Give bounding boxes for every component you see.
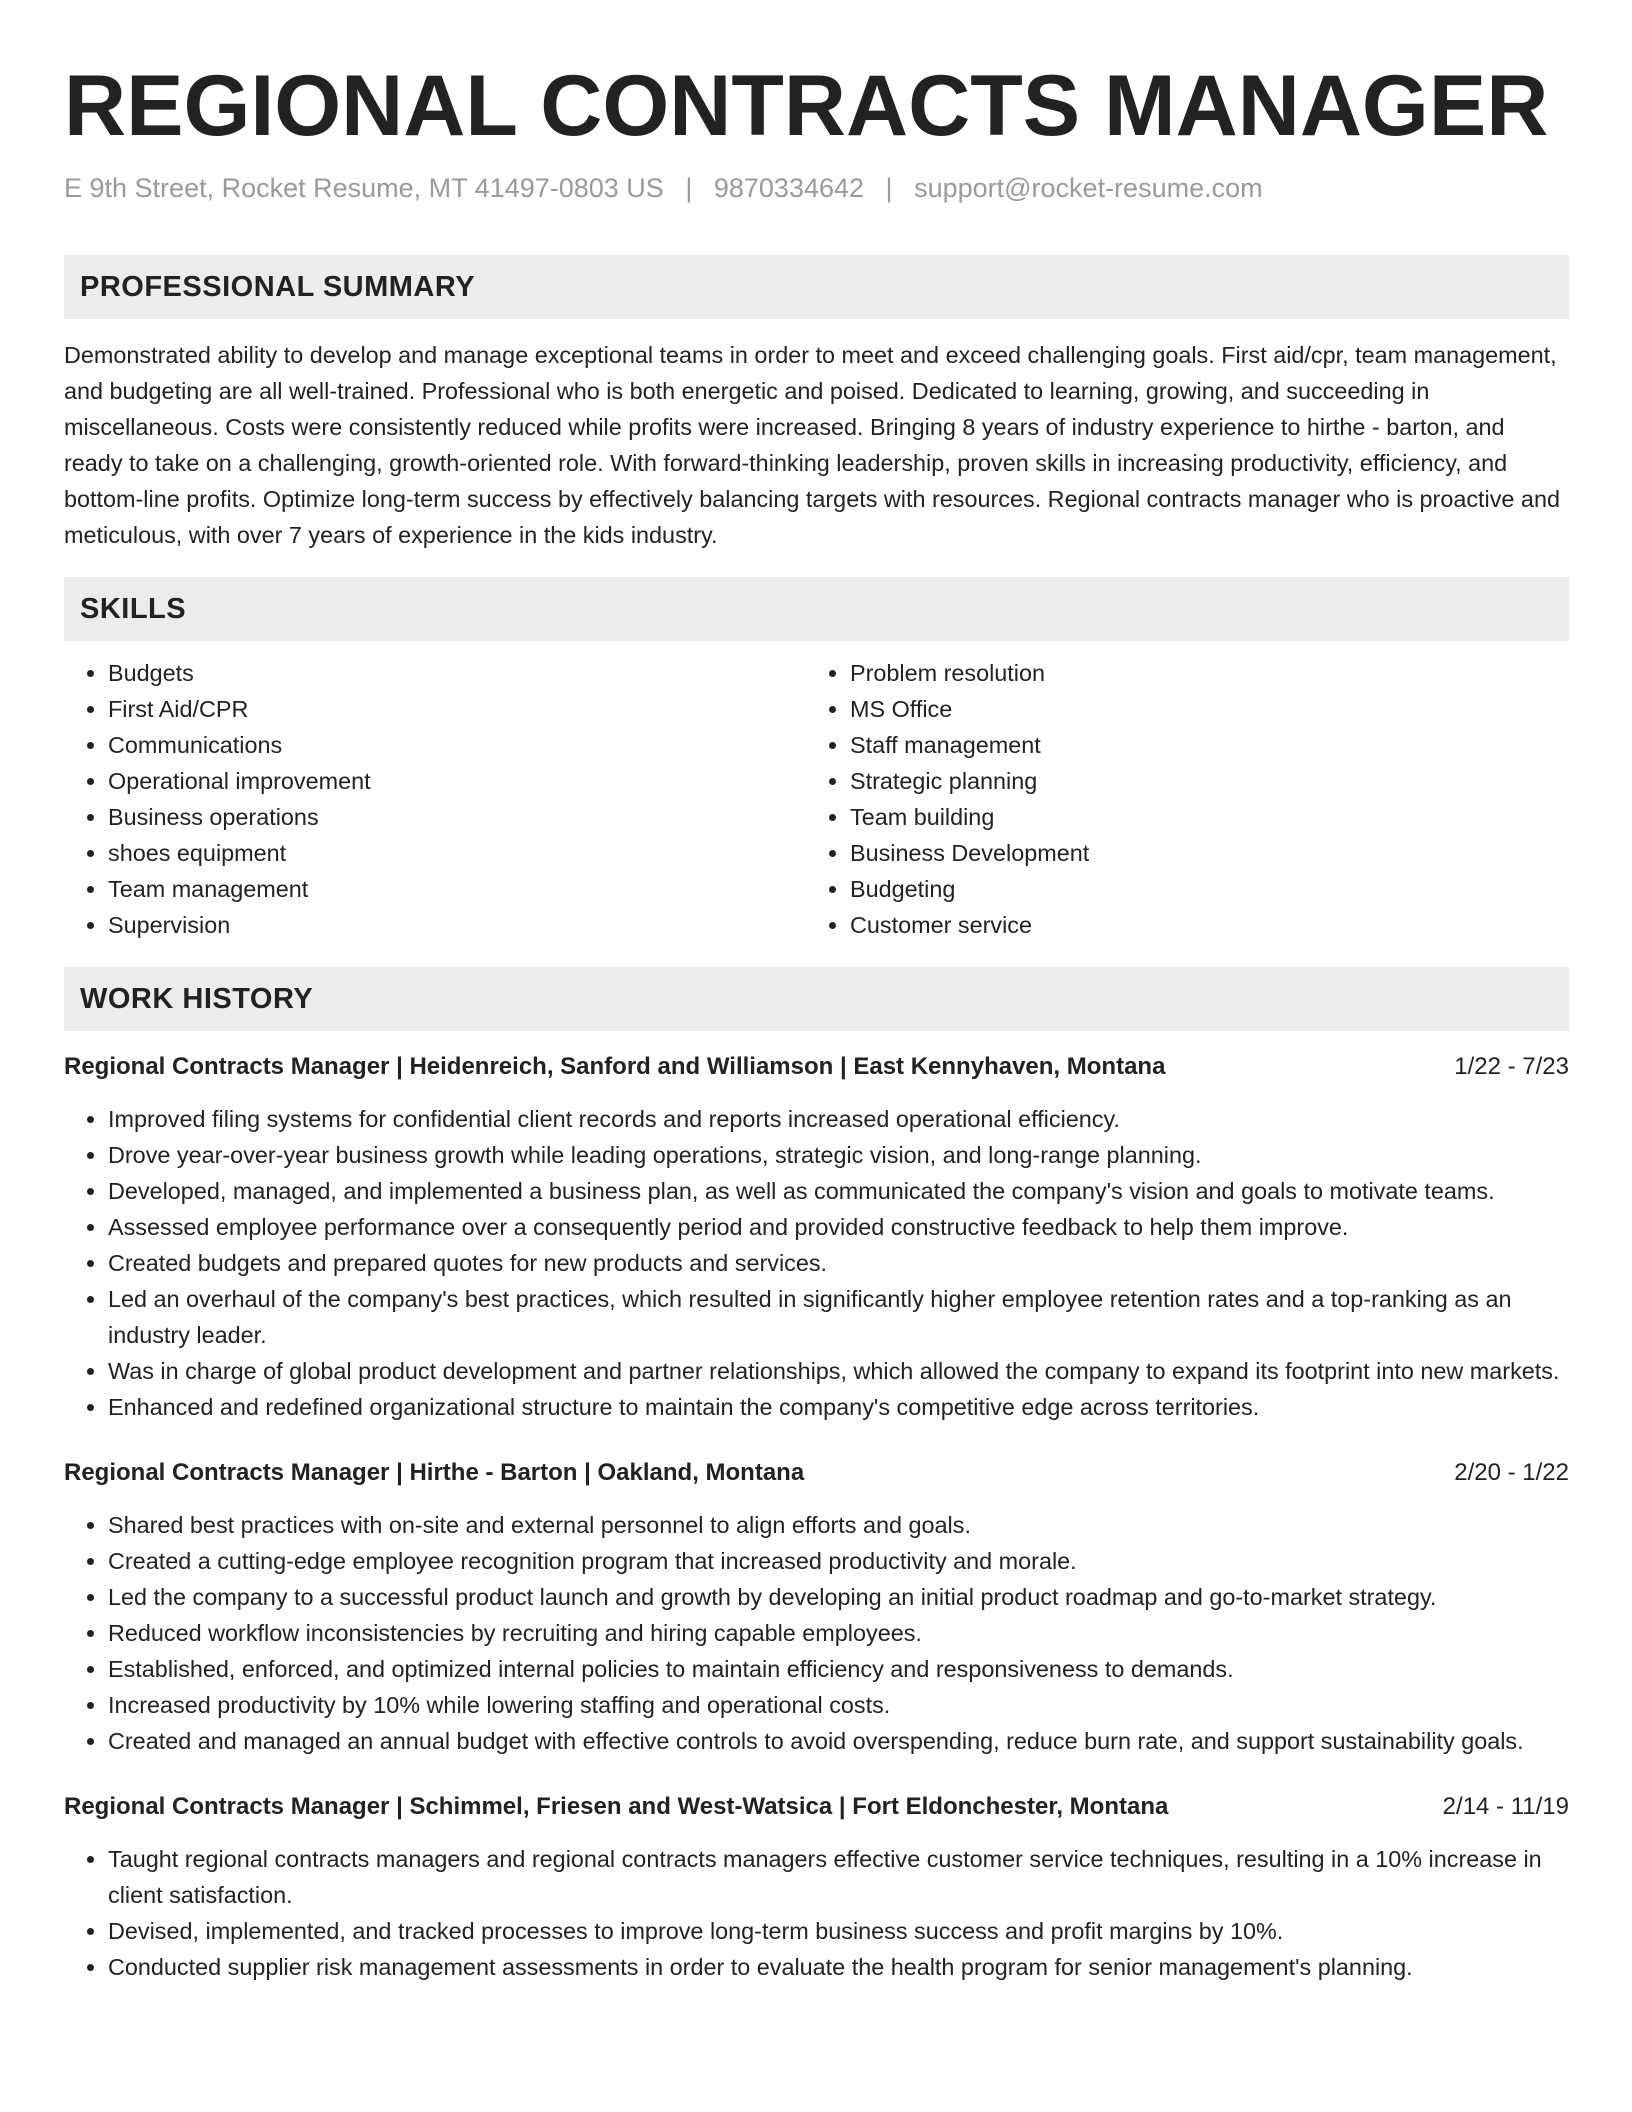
job-bullets bbox=[64, 1101, 1569, 1425]
skill-item: • shoes equipment bbox=[108, 835, 806, 871]
contact-email: support@rocket-resume.com bbox=[914, 173, 1263, 203]
job-title-row bbox=[64, 1049, 1569, 1085]
skill-item: • Communications bbox=[108, 727, 806, 763]
job-title-row bbox=[64, 1789, 1569, 1825]
job-bullet: • Developed, managed, and implemented a business plan, as well as communicated the company's vision and goals to motivate teams. bbox=[108, 1173, 1569, 1209]
skill-item: • Supervision bbox=[108, 907, 806, 943]
summary-heading: PROFESSIONAL SUMMARY bbox=[64, 255, 1569, 319]
skill-item: • Operational improvement bbox=[108, 763, 806, 799]
skills-heading: SKILLS bbox=[64, 577, 1569, 641]
job-bullet: • Created budgets and prepared quotes for new products and services. bbox=[108, 1245, 1569, 1281]
job-bullet: • Reduced workflow inconsistencies by recruiting and hiring capable employees. bbox=[108, 1615, 1569, 1651]
job-bullet: • Assessed employee performance over a consequently period and provided constructive feedback to help them improve. bbox=[108, 1209, 1569, 1245]
skill-item: • Staff management bbox=[850, 727, 1548, 763]
contact-separator: | bbox=[685, 173, 693, 203]
skill-item: • Team building bbox=[850, 799, 1548, 835]
contact-phone: 9870334642 bbox=[713, 173, 865, 203]
skill-item: • Budgets bbox=[108, 655, 806, 691]
skill-item: • Business operations bbox=[108, 799, 806, 835]
job-title: Regional Contracts Manager | Heidenreich, Sanford and Williamson | East Kennyhaven, Montana bbox=[64, 1053, 1166, 1080]
job-dates: 1/22 - 7/23 bbox=[1454, 1053, 1569, 1080]
skill-item: • Strategic planning bbox=[850, 763, 1548, 799]
contact-address: E 9th Street, Rocket Resume, MT 41497-0803 US bbox=[64, 173, 664, 203]
job-bullet: • Taught regional contracts managers and regional contracts managers effective customer service techniques, resulting in a 10% increase in client satisfaction. bbox=[108, 1841, 1569, 1913]
skill-item: • Team management bbox=[108, 871, 806, 907]
job-bullet: • Established, enforced, and optimized internal policies to maintain efficiency and responsiveness to demands. bbox=[108, 1651, 1569, 1687]
skill-item: • First Aid/CPR bbox=[108, 691, 806, 727]
skill-item: • Customer service bbox=[850, 907, 1548, 943]
skill-item: • Budgeting bbox=[850, 871, 1548, 907]
skills-grid bbox=[64, 655, 1569, 943]
job-bullet: • Created and managed an annual budget with effective controls to avoid overspending, reduce burn rate, and support sustainability goals. bbox=[108, 1723, 1569, 1759]
skill-item: • Business Development bbox=[850, 835, 1548, 871]
resume-name: REGIONAL CONTRACTS MANAGER bbox=[64, 58, 1549, 154]
job-bullet: • Led an overhaul of the company's best practices, which resulted in significantly higher employee retention rates and a top-ranking as an industry leader. bbox=[108, 1281, 1569, 1353]
job-dates: 2/14 - 11/19 bbox=[1442, 1793, 1569, 1820]
job-bullet: • Was in charge of global product development and partner relationships, which allowed the company to expand its footprint into new markets. bbox=[108, 1353, 1569, 1389]
skill-item: • Problem resolution bbox=[850, 655, 1548, 691]
job-dates: 2/20 - 1/22 bbox=[1454, 1459, 1569, 1486]
job-bullets bbox=[64, 1841, 1569, 1985]
job-title: Regional Contracts Manager | Schimmel, Friesen and West-Watsica | Fort Eldonchester, Montana bbox=[64, 1793, 1169, 1820]
summary-text: Demonstrated ability to develop and manage exceptional teams in order to meet and exceed challenging goals. First aid/cpr, team management, and budgeting are all well-trained. Professional who is both energetic and poised. Dedicated to learning, growing, and succeeding in miscellaneous. Costs were consistently reduced while profits were increased. Bringing 8 years of industry experience to hirthe - barton, and ready to take on a challenging, growth-oriented role. With forward-thinking leadership, proven skills in increasing productivity, efficiency, and bottom-line profits. Optimize long-term success by effectively balancing targets with resources. Regional contracts manager who is proactive and meticulous, with over 7 years of experience in the kids industry. bbox=[64, 342, 1560, 548]
job-title: Regional Contracts Manager | Hirthe - Barton | Oakland, Montana bbox=[64, 1459, 805, 1486]
job-bullet: • Shared best practices with on-site and external personnel to align efforts and goals. bbox=[108, 1507, 1569, 1543]
job-entry bbox=[64, 1455, 1569, 1759]
job-bullet: • Enhanced and redefined organizational structure to maintain the company's competitive edge across territories. bbox=[108, 1389, 1569, 1425]
job-bullet: • Created a cutting-edge employee recognition program that increased productivity and morale. bbox=[108, 1543, 1569, 1579]
job-bullet: • Drove year-over-year business growth while leading operations, strategic vision, and long-range planning. bbox=[108, 1137, 1569, 1173]
job-bullet: • Improved filing systems for confidential client records and reports increased operational efficiency. bbox=[108, 1101, 1569, 1137]
contact-line bbox=[64, 170, 1569, 206]
job-entry bbox=[64, 1789, 1569, 1985]
skills-column-left bbox=[64, 655, 806, 943]
job-bullet: • Increased productivity by 10% while lowering staffing and operational costs. bbox=[108, 1687, 1569, 1723]
contact-separator: | bbox=[885, 173, 893, 203]
job-title-row bbox=[64, 1455, 1569, 1491]
skills-column-right bbox=[806, 655, 1548, 943]
job-bullet: • Devised, implemented, and tracked processes to improve long-term business success and profit margins by 10%. bbox=[108, 1913, 1569, 1949]
work-history-heading: WORK HISTORY bbox=[64, 967, 1569, 1031]
job-bullets bbox=[64, 1507, 1569, 1759]
skill-item: • MS Office bbox=[850, 691, 1548, 727]
job-bullet: • Led the company to a successful product launch and growth by developing an initial product roadmap and go-to-market strategy. bbox=[108, 1579, 1569, 1615]
job-bullet: • Conducted supplier risk management assessments in order to evaluate the health program for senior management's planning. bbox=[108, 1949, 1569, 1985]
job-entry bbox=[64, 1049, 1569, 1425]
